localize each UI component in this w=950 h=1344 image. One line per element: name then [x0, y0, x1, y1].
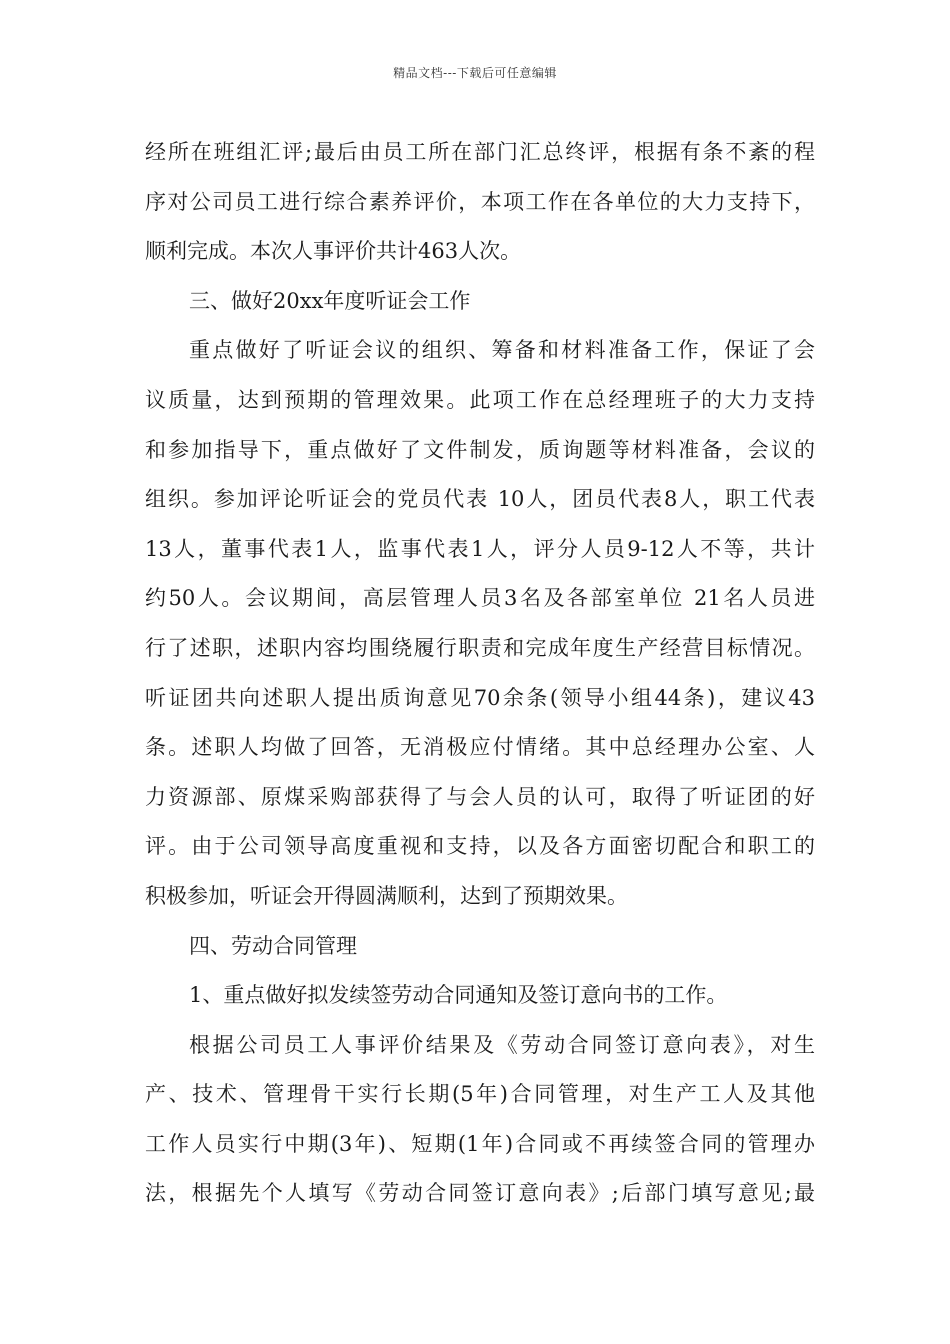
subsection-heading: 1、重点做好拟发续签劳动合同通知及签订意向书的工作。 [189, 983, 728, 1008]
text-line: 根据公司员工人事评价结果及《劳动合同签订意向表》，对生 [189, 1032, 815, 1057]
text-line: 行了述职，述职内容均围绕履行职责和完成年度生产经营目标情况。 [145, 635, 815, 660]
text-line: 听证团共向述职人提出质询意见70余条(领导小组44条)，建议43 [145, 685, 815, 710]
text-line: 组织。参加评论听证会的党员代表 10人，团员代表8人，职工代表 [145, 487, 815, 512]
text-line: 产、技术、管理骨干实行长期(5年)合同管理，对生产工人及其他 [145, 1082, 815, 1107]
text-line: 积极参加，听证会开得圆满顺利，达到了预期效果。 [145, 883, 628, 908]
text-line: 重点做好了听证会议的组织、筹备和材料准备工作，保证了会 [189, 338, 815, 363]
text-line: 序对公司员工进行综合素养评价，本项工作在各单位的大力支持下， [145, 189, 815, 214]
text-line: 力资源部、原煤采购部获得了与会人员的认可，取得了听证团的好 [145, 784, 815, 809]
page-header: 精品文档---下载后可任意编辑 [393, 66, 557, 80]
text-line: 约50人。会议期间，高层管理人员3名及各部室单位 21名人员进 [145, 586, 815, 611]
document-body [145, 128, 815, 1219]
section-heading: 四、劳动合同管理 [189, 933, 357, 958]
text-line: 法，根据先个人填写《劳动合同签订意向表》;后部门填写意见;最 [145, 1181, 815, 1206]
text-line: 评。由于公司领导高度重视和支持，以及各方面密切配合和职工的 [145, 834, 815, 859]
text-line: 条。述职人均做了回答，无消极应付情绪。其中总经理办公室、人 [145, 735, 815, 760]
section-heading: 三、做好20xx年度听证会工作 [189, 288, 471, 313]
text-line: 和参加指导下，重点做好了文件制发，质询题等材料准备，会议的 [145, 437, 815, 462]
text-line: 经所在班组汇评;最后由员工所在部门汇总终评，根据有条不紊的程 [145, 140, 815, 164]
text-line: 工作人员实行中期(3年)、短期(1年)合同或不再续签合同的管理办 [145, 1131, 815, 1156]
text-line: 顺利完成。本次人事评价共计463人次。 [145, 239, 522, 264]
text-line: 13人，董事代表1人，监事代表1人，评分人员9-12人不等，共计 [145, 536, 815, 561]
text-line: 议质量，达到预期的管理效果。此项工作在总经理班子的大力支持 [145, 387, 815, 412]
